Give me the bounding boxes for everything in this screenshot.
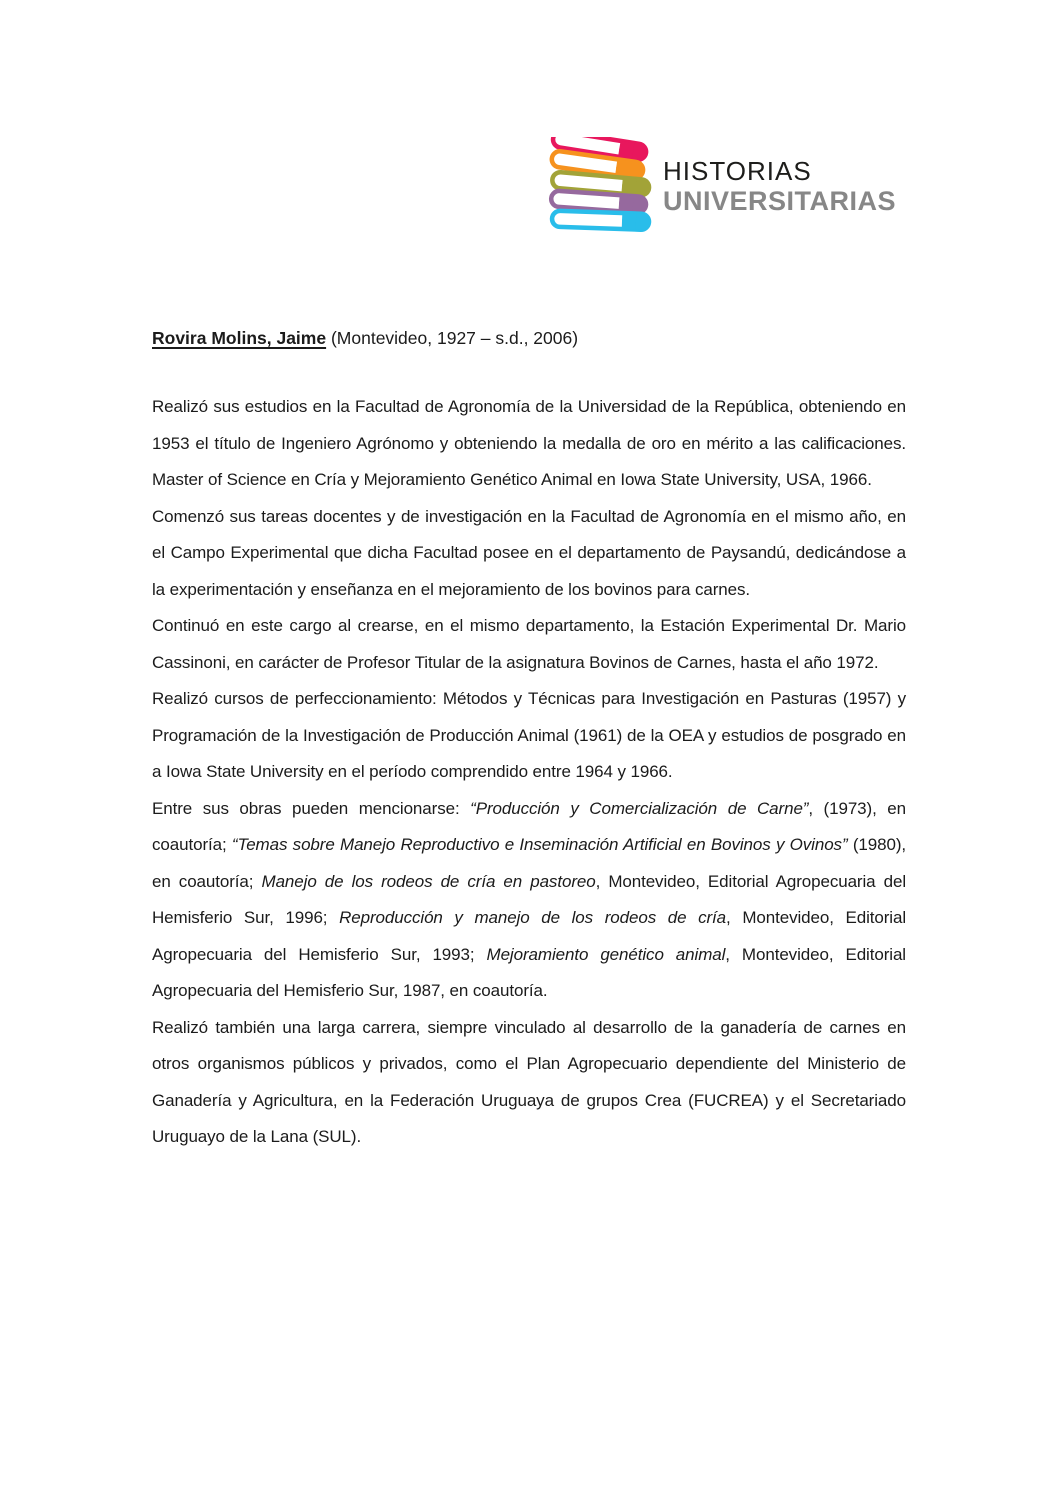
text-run: Continuó en este cargo al crearse, en el mismo departamento, la Estación Experimental Dr. Mario Cassinoni, en carácter de Profesor Titular de la asignatura Bovinos de Carnes, hasta el año 1972. <box>152 616 906 672</box>
text-run: Mejoramiento genético animal <box>486 944 726 964</box>
logo-title-line1: HISTORIAS <box>663 156 812 186</box>
text-run: , Montevideo, Editorial Agropecuaria del Hemisferio Sur, 1996; <box>152 871 907 927</box>
logo-title-line2: UNIVERSITARIAS <box>663 186 897 216</box>
book-blue <box>552 211 649 230</box>
text-run: Realizó cursos de perfeccionamiento: Métodos y Técnicas para Investigación en Pasturas (1957) y Programación de la Investigación de Producción Animal (1961) de la OEA y estudios de posgrado en a Iowa State University en el período comprendido entre 1964 y 1966. <box>152 689 906 781</box>
document-heading <box>152 326 906 350</box>
paragraph <box>152 389 906 499</box>
book-stack-icon <box>545 137 663 243</box>
paragraph <box>152 791 906 1010</box>
text-run: Entre sus obras pueden mencionarse: <box>152 798 471 818</box>
historias-universitarias-logo <box>545 133 905 253</box>
text-run: Rovira Molins, Jaime <box>152 328 327 348</box>
text-run: , Montevideo, Editorial Agropecuaria del Hemisferio Sur, 1987, en coautoría. <box>152 944 906 1000</box>
paragraph <box>152 499 906 609</box>
text-run: Realizó también una larga carrera, siempre vinculado al desarrollo de la ganadería de carnes en otros organismos públicos y privados, como el Plan Agropecuario dependiente del Ministerio de Ganadería y Agricultura, en la Federación Uruguaya de grupos Crea (FUCREA) y el Secretariado Uruguayo de la Lana (SUL). <box>152 1017 906 1146</box>
text-run: , (1973), en coautoría; <box>152 798 906 854</box>
text-run: Comenzó sus tareas docentes y de investigación en la Facultad de Agronomía en el mismo año, en el Campo Experimental que dicha Facultad posee en el departamento de Paysandú, dedicándose a la experimentación y enseñanza en el mejoramiento de los bovinos para carnes. <box>152 506 906 599</box>
text-run: (1980), en coautoría; <box>152 835 906 891</box>
logo-text <box>663 156 896 216</box>
text-run: “Temas sobre Manejo Reproductivo e Inseminación Artificial en Bovinos y Ovinos” <box>231 835 848 854</box>
document-body <box>152 389 906 1156</box>
text-run: “Producción y Comercialización de Carne” <box>470 798 809 818</box>
paragraph <box>152 1010 906 1156</box>
text-run: , Montevideo, Editorial Agropecuaria del Hemisferio Sur, 1993; <box>152 908 906 964</box>
text-run: Realizó sus estudios en la Facultad de Agronomía de la Universidad de la República, obteniendo en 1953 el título de Ingeniero Agrónomo y obteniendo la medalla de oro en mérito a las calificaciones. Master of Science en Cría y Mejoramiento Genético Animal en Iowa State University, USA, 1966. <box>152 397 906 489</box>
paragraph <box>152 681 906 791</box>
text-run: (Montevideo, 1927 – s.d., 2006) <box>326 328 579 348</box>
text-run: Reproducción y manejo de los rodeos de cría <box>339 908 727 927</box>
text-run: Manejo de los rodeos de cría en pastoreo <box>261 871 596 891</box>
paragraph <box>152 608 906 681</box>
